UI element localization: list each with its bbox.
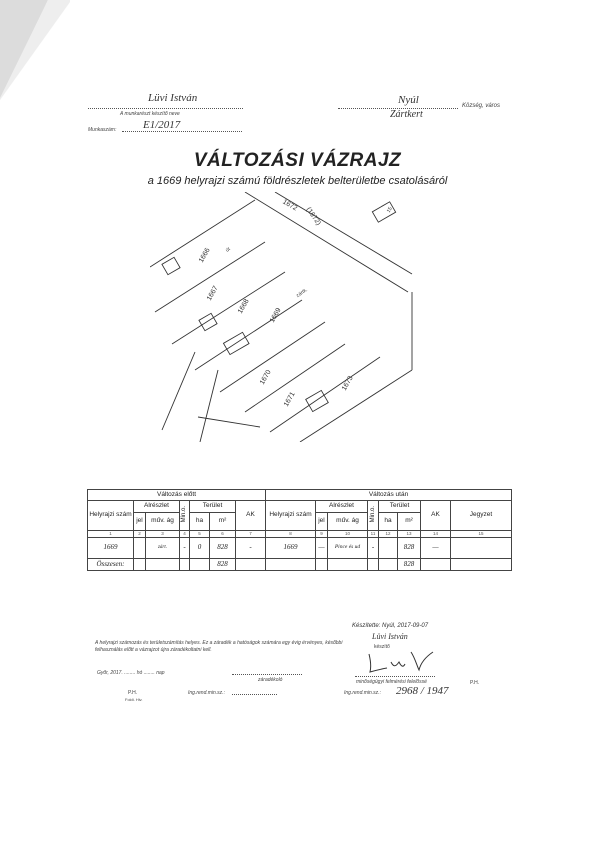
- ph-left-sub: Foldi. Hiv.: [125, 697, 143, 702]
- column-numbers-row: 1 2 3 4 5 6 7 8 9 10 11 12 13 14 15: [88, 531, 512, 538]
- sum-row: Összesen: 828 828: [88, 559, 512, 571]
- col-min-before: Min.o.: [180, 501, 190, 531]
- change-table: [87, 489, 512, 571]
- place-date: Győr, 2017. ........ hó ........ nap: [97, 670, 165, 676]
- col-ak-before: AK: [236, 501, 266, 531]
- col-hrsz-after: Helyrajzi szám: [266, 501, 316, 531]
- work-no: E1/2017: [143, 119, 181, 131]
- col-ak-after: AK: [421, 501, 451, 531]
- col-jel-after: jel: [316, 513, 328, 531]
- minoseg-text: minőségügyi felmérési felelőssé: [356, 679, 427, 685]
- parcel-label-1668: 1668: [236, 298, 251, 315]
- col-ha-after: ha: [379, 513, 398, 531]
- author-caption: A munkarészt készítő neve: [120, 111, 180, 117]
- after-header: Változás után: [266, 490, 512, 501]
- col-alreszlet-after: Alrészlet: [316, 501, 368, 513]
- author-name: Lüvi István: [148, 92, 198, 104]
- area-name: Zártkert: [390, 109, 423, 120]
- parcel-label-1669: 1669: [268, 307, 283, 324]
- col-alreszlet-before: Alrészlet: [134, 501, 180, 513]
- col-terulet-before: Terület: [190, 501, 236, 513]
- table-row: 1669 zárt. - 0 828 - 1669 — Pince és ud - 828 —: [88, 538, 512, 559]
- col-ha-before: ha: [190, 513, 210, 531]
- before-header: Változás előtt: [88, 490, 266, 501]
- clause-paragraph: A helyrajzi számozás és területszámítás helyes. Ez a záradék a hatóságok számára egy évig érvényes, későbbi felhasználás előtt a vázrajzot újra záradékoltatni kell.: [95, 640, 343, 653]
- signer-name: Lüvi István: [372, 632, 408, 641]
- col-jel-before: jel: [134, 513, 146, 531]
- ngy-left-line: [232, 694, 277, 695]
- ph-right: P.H.: [470, 680, 480, 686]
- zaradekolo-line: [232, 674, 302, 675]
- col-muvag-before: műv. ág: [146, 513, 180, 531]
- parcel-label-1667: 1667: [205, 285, 220, 302]
- author-line: [88, 108, 243, 109]
- page-corner-fold: [0, 0, 70, 100]
- parcel-label-1672-paren: (1672): [304, 206, 322, 227]
- parcel-label-1672: 1672: [281, 198, 299, 213]
- document-subtitle: a 1669 helyrajzi számú földrészletek belterületbe csatolásáról: [147, 175, 448, 187]
- parcel-label-1671: 1671: [282, 391, 297, 408]
- work-no-label: Munkaszám:: [88, 127, 117, 133]
- document-title: VÁLTOZÁSI VÁZRAJZ: [193, 150, 402, 171]
- ngy-left-label: Ing.rend.min.sz.:: [188, 690, 225, 696]
- signature: [365, 648, 445, 676]
- zone-label: zártk.: [295, 287, 309, 299]
- ngy-right-label: Ing.rend.min.sz.:: [344, 690, 381, 696]
- col-m2-after: m²: [398, 513, 421, 531]
- parcel-label-15: 15: [385, 206, 394, 214]
- road-label: út: [224, 246, 232, 254]
- ngy-number: 2968 / 1947: [396, 685, 449, 697]
- zaradekolo-caption: záradékoló: [258, 677, 283, 683]
- parcel-label-1666: 1666: [197, 247, 212, 264]
- col-jegyzet: Jegyzet: [451, 501, 512, 531]
- col-terulet-after: Terület: [379, 501, 421, 513]
- ph-left: P.H.: [128, 690, 138, 696]
- col-m2-before: m²: [210, 513, 236, 531]
- col-hrsz-before: Helyrajzi szám: [88, 501, 134, 531]
- col-muvag-after: műv. ág: [328, 513, 368, 531]
- signer-line: [355, 676, 435, 677]
- place-suffix: Község, város: [462, 103, 501, 109]
- work-no-line: [122, 131, 242, 132]
- parcel-label-1670: 1670: [258, 369, 273, 386]
- place-name: Nyúl: [398, 94, 419, 106]
- parcel-label-1673: 1673: [340, 375, 355, 392]
- col-min-after: Min.o.: [368, 501, 379, 531]
- signer-caption: készítő: [374, 644, 390, 650]
- prepared-date: Készítette: Nyúl, 2017-09-07: [352, 623, 429, 629]
